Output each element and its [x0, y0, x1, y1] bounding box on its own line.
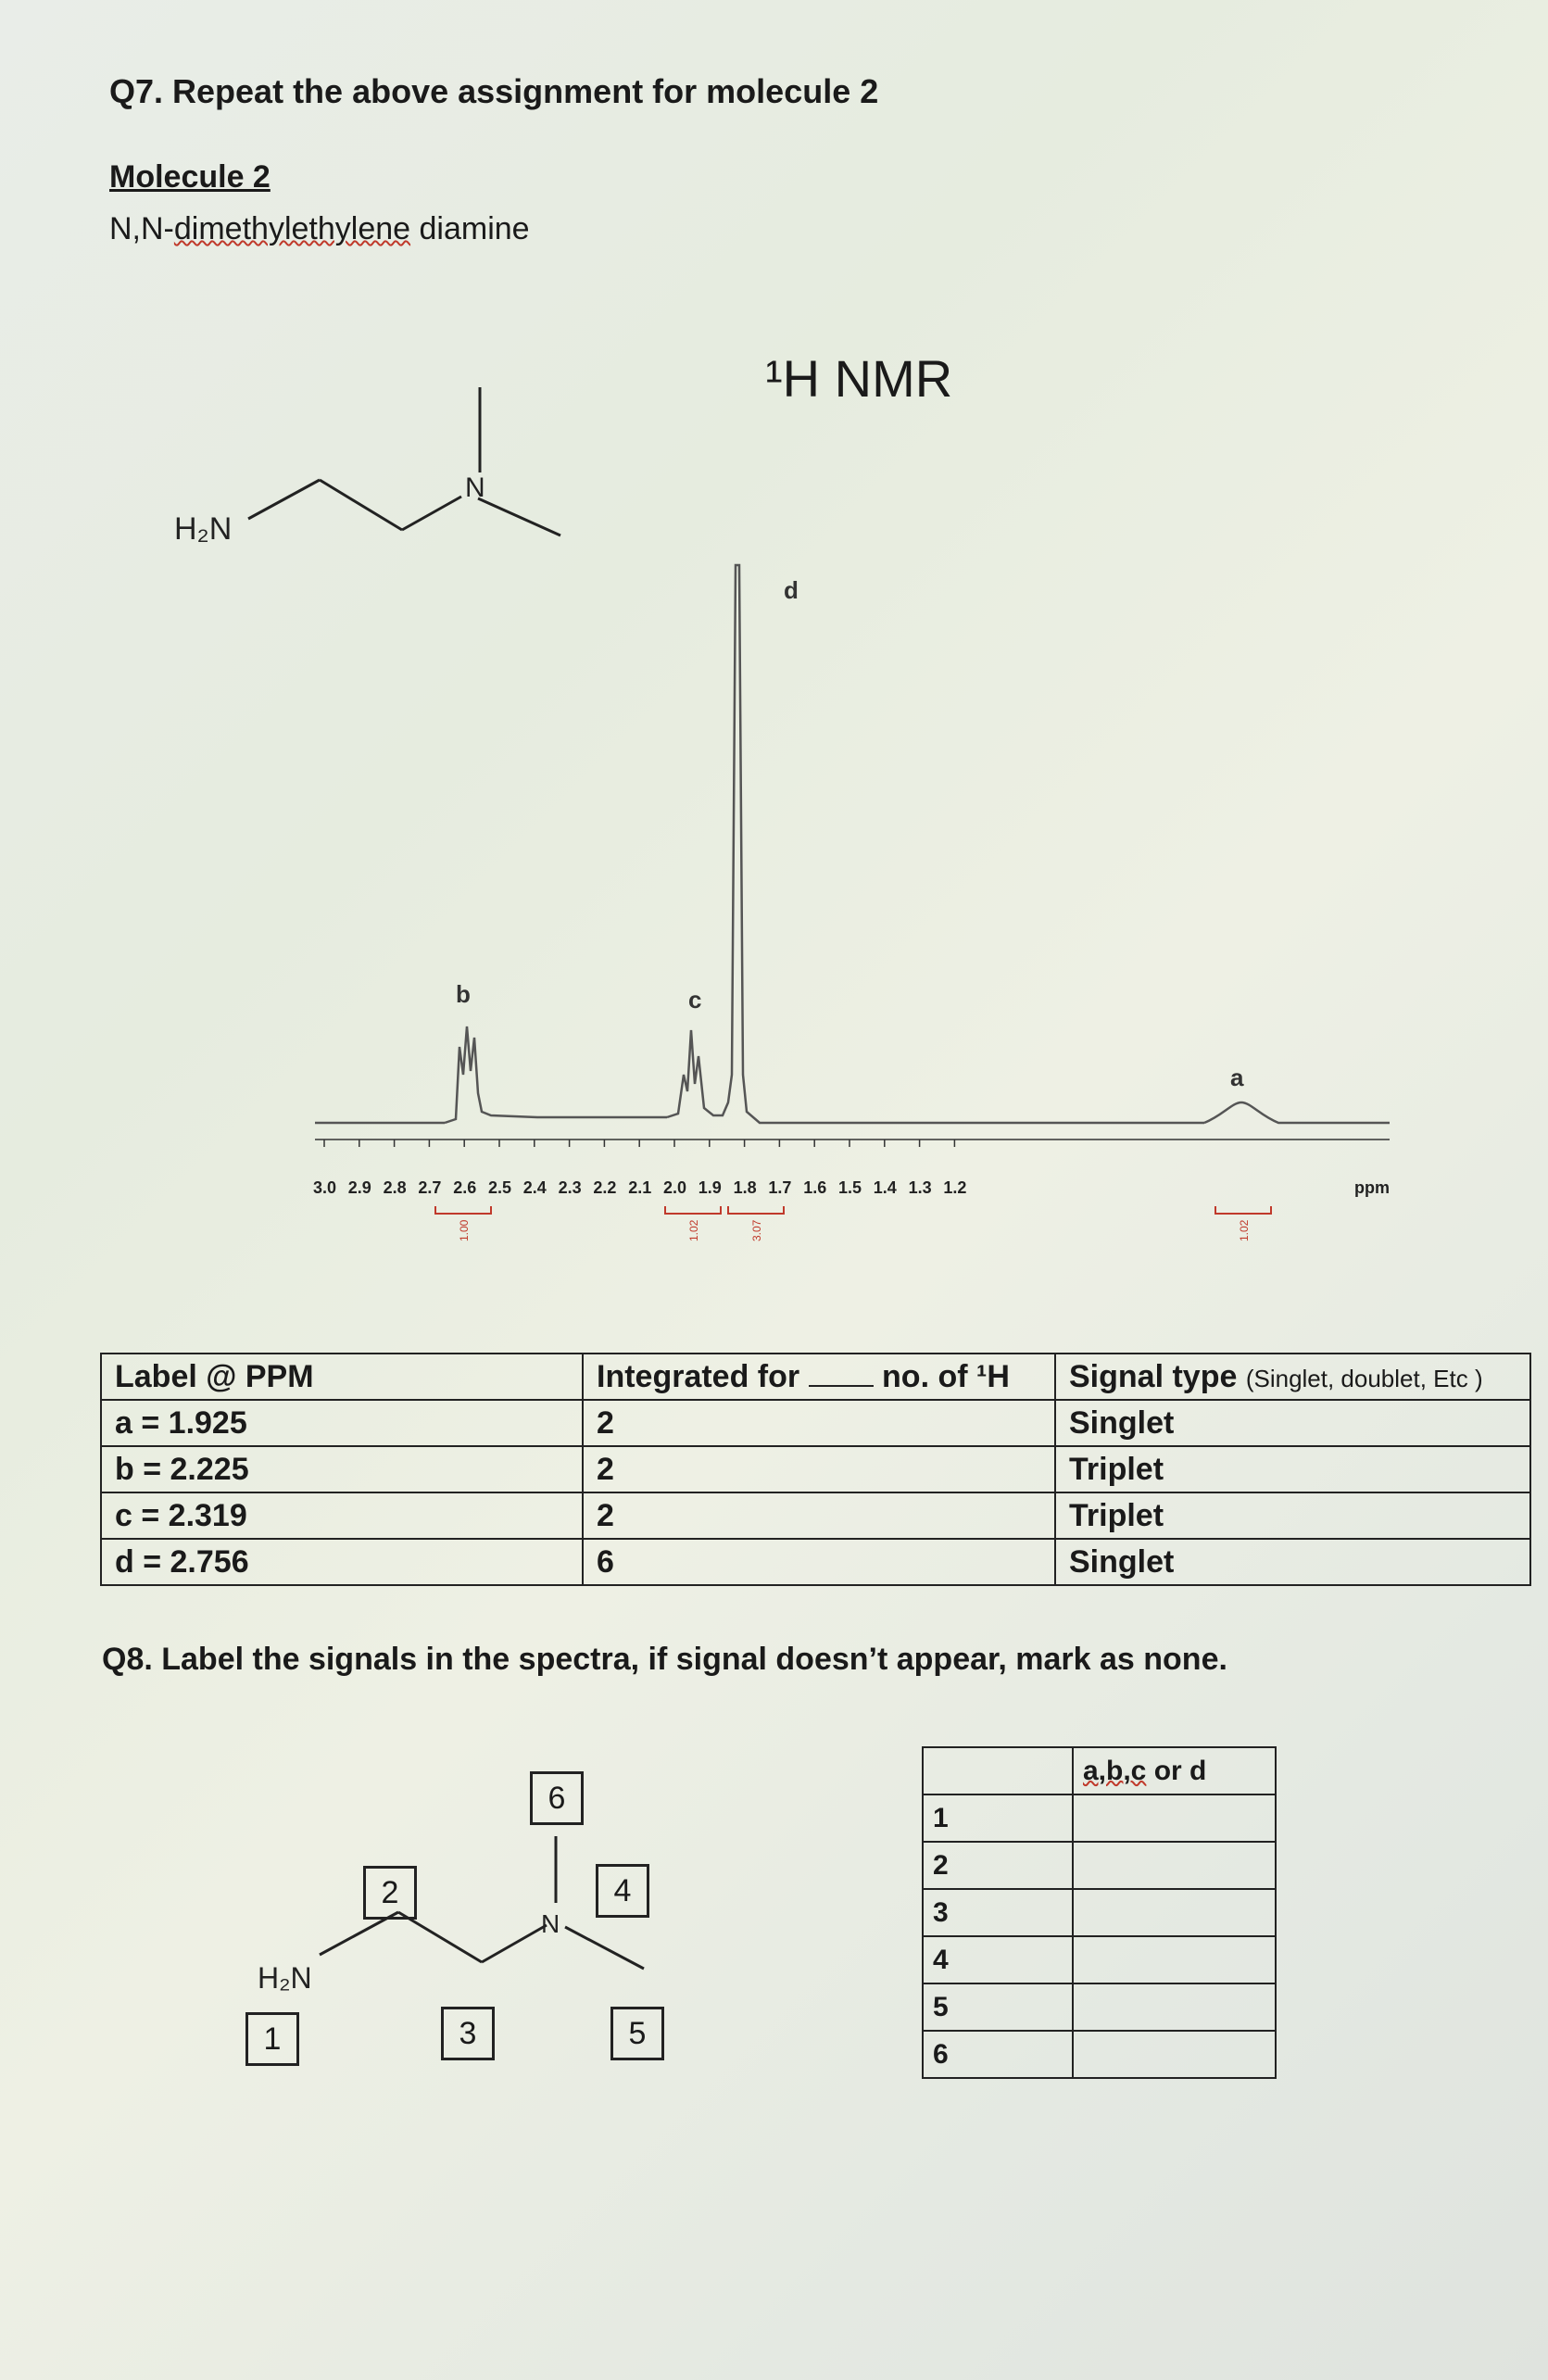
axis-tick-label: 2.2 [593, 1178, 617, 1197]
axis-tick-label: 1.9 [698, 1178, 722, 1197]
cell-integrated: 2 [583, 1446, 1055, 1492]
answer-row [923, 2031, 1276, 2078]
header-integrated [583, 1354, 1055, 1400]
answer-row-number: 6 [923, 2031, 1073, 2078]
peak-label-c: c [688, 986, 702, 1014]
cell-label: d = 2.756 [101, 1539, 583, 1585]
position-box-6: 6 [530, 1771, 584, 1825]
molecule-structure-bottom [232, 1816, 676, 2020]
molecule-name-misspelled: dimethylethylene [173, 211, 411, 246]
header-signal-type [1055, 1354, 1530, 1400]
axis-tick-label: 2.9 [347, 1178, 371, 1197]
axis-tick-label: 2.3 [558, 1178, 582, 1197]
axis-tick-label: 1.4 [873, 1178, 897, 1197]
header-signal-type-note: (Singlet, doublet, Etc ) [1245, 1364, 1483, 1392]
integral-bracket [1215, 1206, 1271, 1214]
answer-row [923, 1936, 1276, 1983]
axis-tick-label: 2.8 [383, 1178, 407, 1197]
molecule-name [109, 211, 530, 247]
peak-b [445, 1026, 667, 1123]
cell-signal: Triplet [1055, 1492, 1530, 1539]
cell-integrated: 2 [583, 1400, 1055, 1446]
axis-tick-label: 2.4 [522, 1178, 547, 1197]
cell-integrated: 6 [583, 1539, 1055, 1585]
axis-tick-label: 1.6 [803, 1178, 827, 1197]
peak-label-b: b [456, 980, 471, 1008]
axis-tick-label: 1.3 [908, 1178, 932, 1197]
answer-row-number: 3 [923, 1889, 1073, 1936]
nmr-title: ¹H NMR [765, 349, 953, 408]
molecule-name-suffix: diamine [410, 211, 530, 246]
header-integrated-suffix: no. of ¹H [882, 1358, 1010, 1394]
cell-signal: Singlet [1055, 1539, 1530, 1585]
answer-row-number: 2 [923, 1842, 1073, 1889]
answer-row [923, 1842, 1276, 1889]
axis-tick-label: 2.1 [628, 1178, 652, 1197]
axis-tick-label: 2.0 [663, 1178, 687, 1197]
nmr-spectrum [296, 556, 1408, 1260]
answer-cell[interactable] [1073, 1889, 1276, 1936]
nitrogen-atom-top: N [465, 472, 485, 503]
nitrogen-atom-bottom: N [541, 1909, 560, 1938]
integral-bracket [728, 1206, 784, 1214]
molecule-name-prefix: N,N- [109, 211, 174, 246]
axis-unit-label: ppm [1354, 1178, 1390, 1197]
axis-tick-label: 3.0 [313, 1178, 337, 1197]
table-row [101, 1539, 1530, 1585]
cell-label: a = 1.925 [101, 1400, 583, 1446]
answer-row-number: 4 [923, 1936, 1073, 1983]
position-box-3: 3 [441, 2007, 495, 2060]
axis-tick-label: 1.7 [768, 1178, 792, 1197]
integral-value: 1.02 [687, 1219, 700, 1241]
header-integrated-prefix: Integrated for [597, 1358, 800, 1394]
position-box-2: 2 [363, 1866, 417, 1920]
answer-cell[interactable] [1073, 1842, 1276, 1889]
axis-tick-label: 1.8 [733, 1178, 757, 1197]
integral-value: 3.07 [750, 1219, 763, 1241]
answer-row [923, 1983, 1276, 2031]
cell-integrated: 2 [583, 1492, 1055, 1539]
header-label: Label @ PPM [101, 1354, 583, 1400]
q8-title: Q8. Label the signals in the spectra, if signal doesn’t appear, mark as none. [102, 1642, 1227, 1677]
peak-a [1204, 1102, 1390, 1123]
answer-cell[interactable] [1073, 2031, 1276, 2078]
cell-signal: Triplet [1055, 1446, 1530, 1492]
axis-tick-label: 2.6 [453, 1178, 477, 1197]
answer-header [1073, 1747, 1276, 1794]
answer-cell[interactable] [1073, 1983, 1276, 2031]
answer-cell[interactable] [1073, 1794, 1276, 1842]
axis-tick-label: 1.5 [838, 1178, 862, 1197]
amine-group-bottom: H₂N [258, 1961, 312, 1995]
axis-tick-label: 1.2 [943, 1178, 967, 1197]
table-row [101, 1446, 1530, 1492]
q7-table [100, 1353, 1531, 1586]
cell-label: c = 2.319 [101, 1492, 583, 1539]
position-box-5: 5 [610, 2007, 664, 2060]
answer-header-row [923, 1747, 1276, 1794]
peak-label-d: d [784, 576, 799, 604]
peak-label-a: a [1230, 1064, 1244, 1091]
molecule-label [109, 159, 271, 195]
peak-c-d [667, 565, 1204, 1123]
q8-answer-table [922, 1746, 1277, 2079]
amine-group-top: H₂N [174, 511, 233, 547]
answer-row-number: 5 [923, 1983, 1073, 2031]
position-box-4: 4 [596, 1864, 649, 1918]
position-box-1: 1 [245, 2012, 299, 2066]
cell-label: b = 2.225 [101, 1446, 583, 1492]
header-signal-type-text: Signal type [1069, 1358, 1238, 1394]
q7-title: Q7. Repeat the above assignment for molecule 2 [109, 72, 879, 110]
axis-tick-label: 2.5 [488, 1178, 512, 1197]
answer-cell[interactable] [1073, 1936, 1276, 1983]
table-header-row [101, 1354, 1530, 1400]
molecule-structure-top [157, 371, 593, 565]
integral-bracket [665, 1206, 721, 1214]
integral-bracket [435, 1206, 491, 1214]
answer-row [923, 1889, 1276, 1936]
answer-header-suffix: or d [1146, 1755, 1207, 1786]
cell-signal: Singlet [1055, 1400, 1530, 1446]
answer-row-number: 1 [923, 1794, 1073, 1842]
table-row [101, 1492, 1530, 1539]
table-row [101, 1400, 1530, 1446]
integral-value: 1.00 [458, 1219, 471, 1241]
molecule-label-text: Molecule 2 [109, 159, 271, 195]
axis-tick-label: 2.7 [418, 1178, 442, 1197]
answer-header-letters: a,b,c [1083, 1755, 1147, 1786]
integral-value: 1.02 [1238, 1219, 1251, 1241]
answer-row [923, 1794, 1276, 1842]
